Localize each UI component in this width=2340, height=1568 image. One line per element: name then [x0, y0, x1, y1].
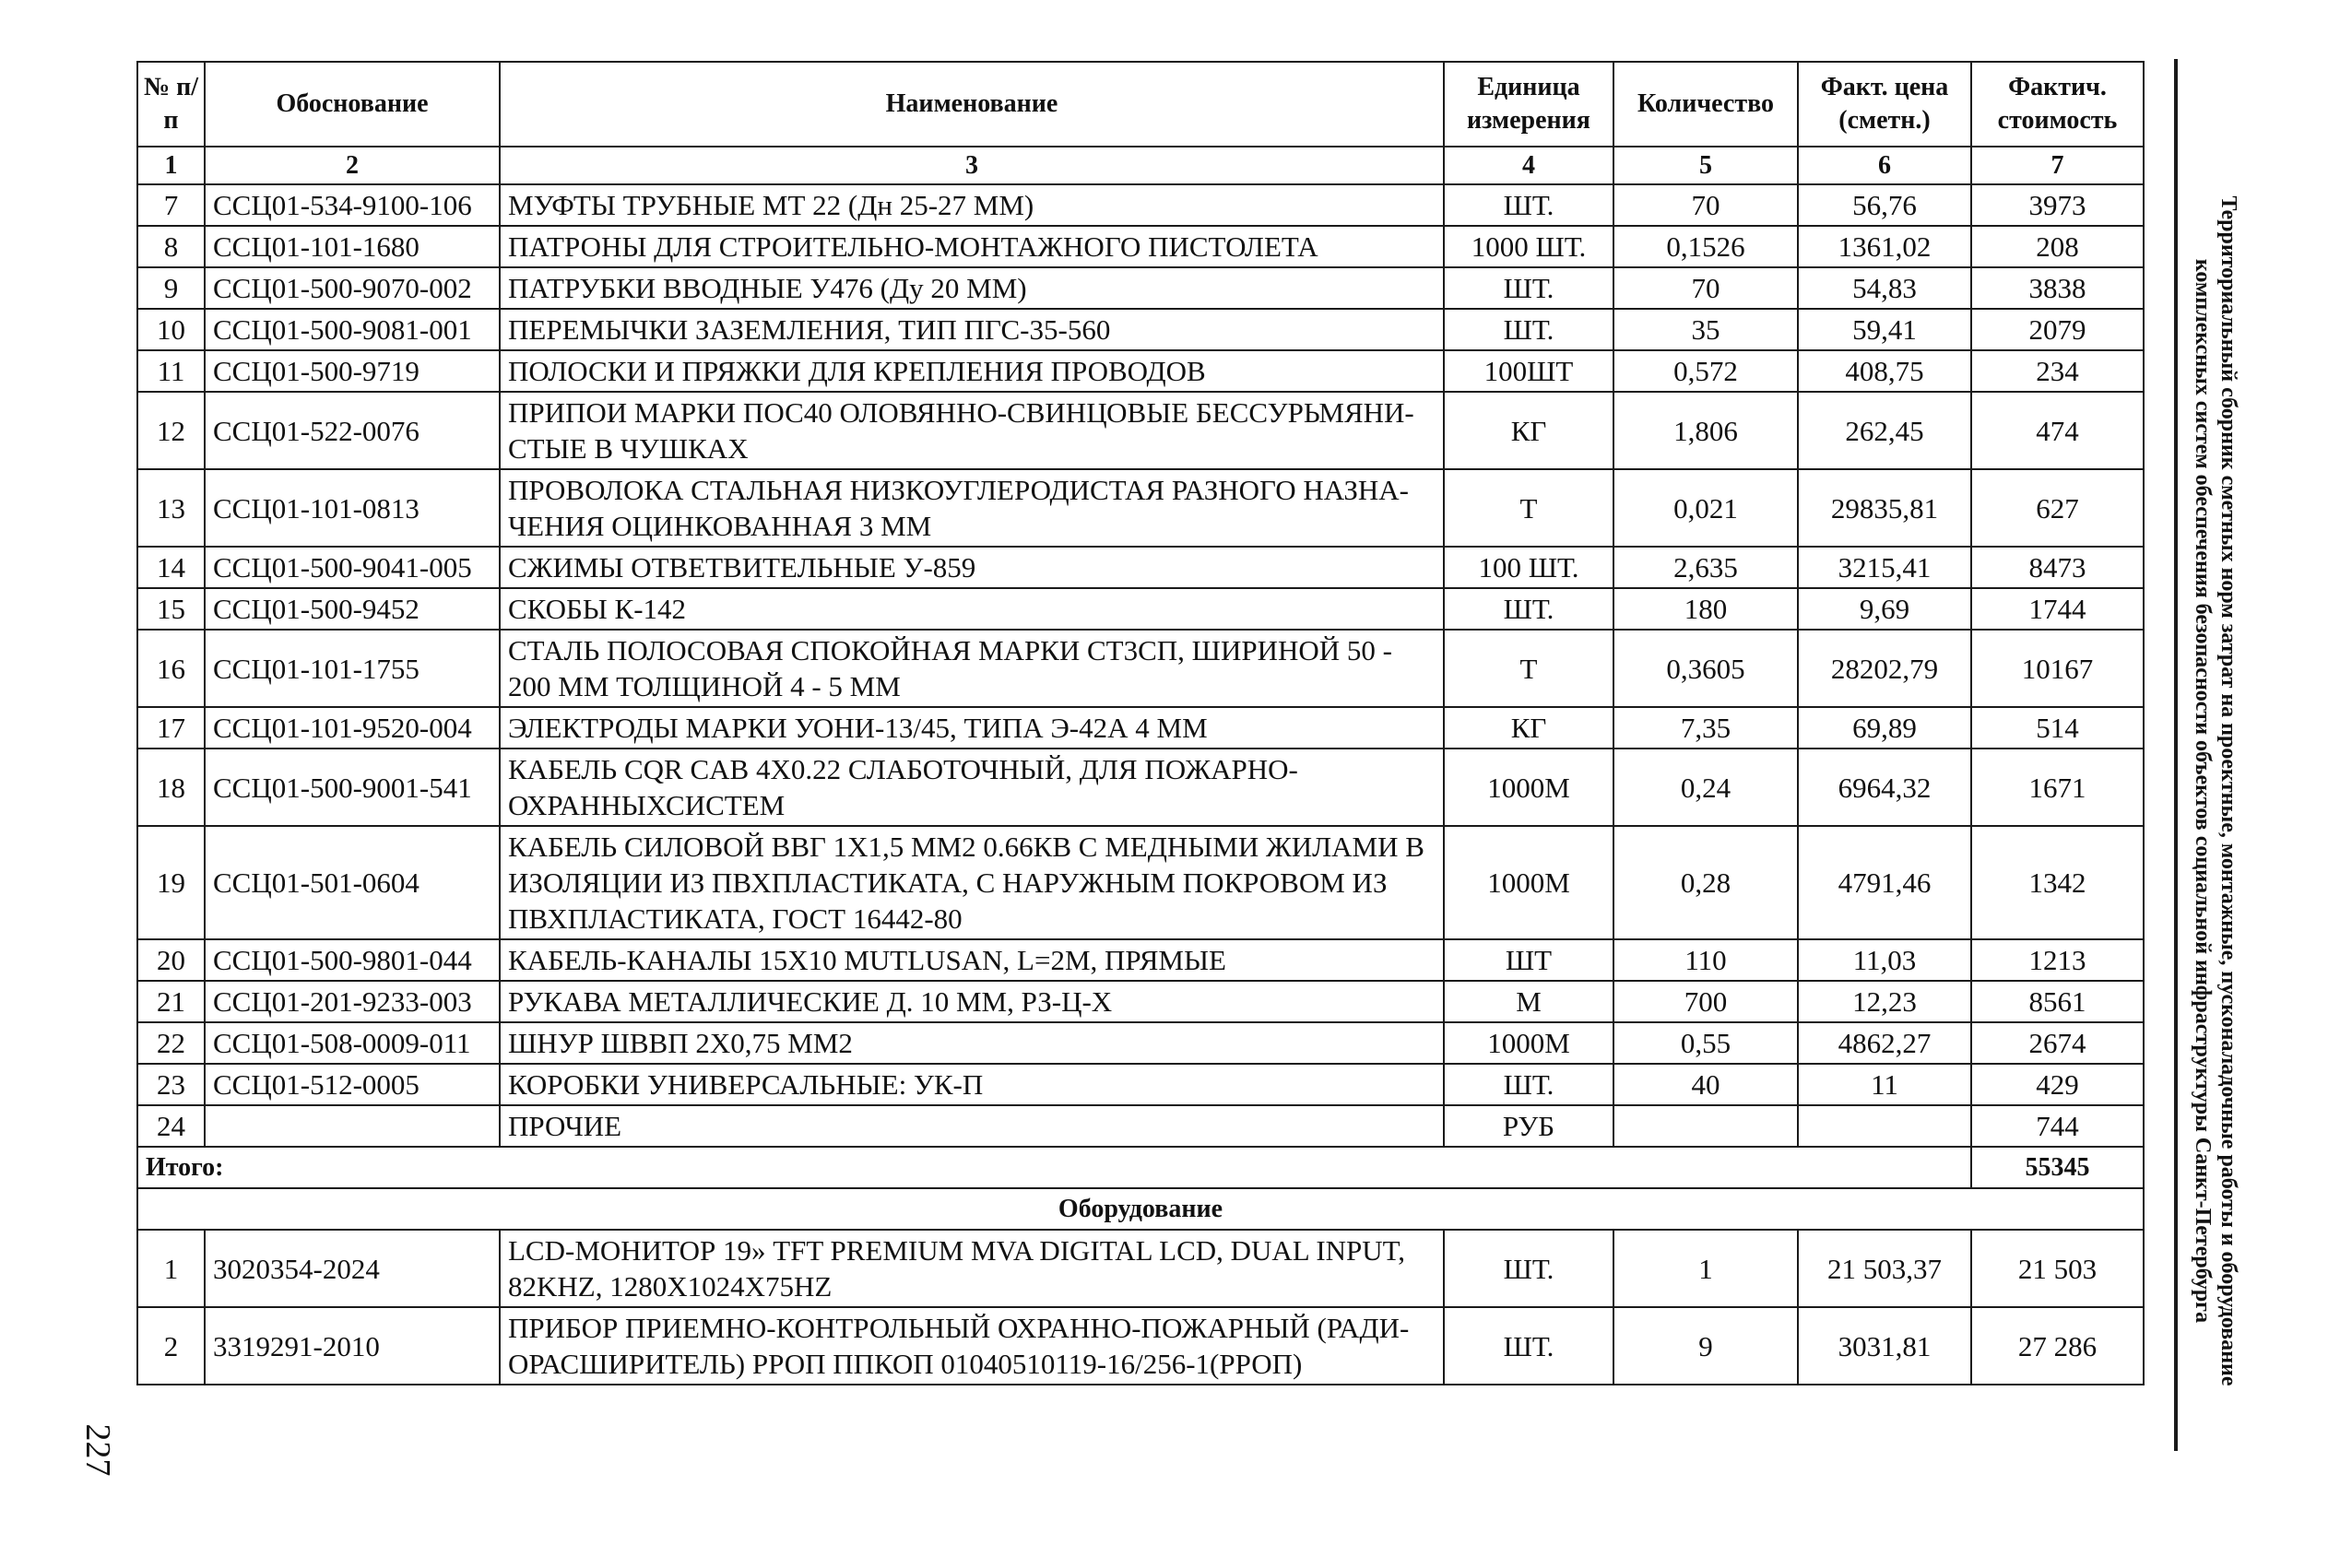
- row-name: ПРИБОР ПРИЕМНО-КОНТРОЛЬНЫЙ ОХРАННО-ПОЖАРНЫЙ (РАДИ-ОРАСШИРИТЕЛЬ) РРОП ППКОП 01040510119-16/256-1(РРОП): [500, 1307, 1444, 1385]
- row-name: ПОЛОСКИ И ПРЯЖКИ ДЛЯ КРЕПЛЕНИЯ ПРОВОДОВ: [500, 350, 1444, 392]
- header-cost: Фактич. стоимость: [1971, 62, 2144, 147]
- row-basis: [205, 1105, 500, 1147]
- row-name: СЖИМЫ ОТВЕТВИТЕЛЬНЫЕ У-859: [500, 547, 1444, 588]
- row-price: 29835,81: [1798, 469, 1971, 547]
- row-basis: ССЦ01-500-9452: [205, 588, 500, 630]
- column-number: 1: [137, 147, 205, 184]
- page-number-text: 227: [78, 1423, 117, 1477]
- column-number: 3: [500, 147, 1444, 184]
- column-number: 4: [1444, 147, 1613, 184]
- row-unit: 1000М: [1444, 1022, 1613, 1064]
- row-quantity: 70: [1613, 267, 1798, 309]
- row-basis: ССЦ01-512-0005: [205, 1064, 500, 1105]
- row-name: МУФТЫ ТРУБНЫЕ МТ 22 (Дн 25-27 ММ): [500, 184, 1444, 226]
- row-cost: 10167: [1971, 630, 2144, 707]
- header-rule: [2174, 59, 2178, 1451]
- row-cost: 744: [1971, 1105, 2144, 1147]
- row-quantity: 0,1526: [1613, 226, 1798, 267]
- table-row: [137, 184, 2144, 226]
- row-unit: 1000 ШТ.: [1444, 226, 1613, 267]
- table-row: [137, 630, 2144, 707]
- row-unit: КГ: [1444, 707, 1613, 749]
- row-quantity: 0,24: [1613, 749, 1798, 826]
- row-unit: 100 ШТ.: [1444, 547, 1613, 588]
- row-unit: ШТ: [1444, 939, 1613, 981]
- row-price: 59,41: [1798, 309, 1971, 350]
- row-price: 12,23: [1798, 981, 1971, 1022]
- row-number: 19: [137, 826, 205, 939]
- row-quantity: 0,572: [1613, 350, 1798, 392]
- row-price: 4791,46: [1798, 826, 1971, 939]
- row-price: 28202,79: [1798, 630, 1971, 707]
- row-number: 15: [137, 588, 205, 630]
- row-quantity: 7,35: [1613, 707, 1798, 749]
- table-row: [137, 939, 2144, 981]
- row-unit: Т: [1444, 630, 1613, 707]
- column-number-row: [137, 147, 2144, 184]
- row-basis: ССЦ01-500-9041-005: [205, 547, 500, 588]
- row-quantity: 70: [1613, 184, 1798, 226]
- row-number: 9: [137, 267, 205, 309]
- row-name: ШНУР ШВВП 2X0,75 ММ2: [500, 1022, 1444, 1064]
- table-row: [137, 547, 2144, 588]
- table-row: [137, 226, 2144, 267]
- row-unit: ШТ.: [1444, 267, 1613, 309]
- row-price: 56,76: [1798, 184, 1971, 226]
- row-quantity: 180: [1613, 588, 1798, 630]
- row-basis: ССЦ01-500-9070-002: [205, 267, 500, 309]
- header-unit: Единица измерения: [1444, 62, 1613, 147]
- row-unit: 100ШТ: [1444, 350, 1613, 392]
- row-price: 21 503,37: [1798, 1230, 1971, 1307]
- row-basis: ССЦ01-500-9001-541: [205, 749, 500, 826]
- header-basis: Обоснование: [205, 62, 500, 147]
- row-cost: 627: [1971, 469, 2144, 547]
- table-row: [137, 1064, 2144, 1105]
- row-price: 9,69: [1798, 588, 1971, 630]
- row-price: 1361,02: [1798, 226, 1971, 267]
- column-number: 7: [1971, 147, 2144, 184]
- column-number: 5: [1613, 147, 1798, 184]
- row-cost: 21 503: [1971, 1230, 2144, 1307]
- row-quantity: 35: [1613, 309, 1798, 350]
- row-number: 8: [137, 226, 205, 267]
- row-name: ПРИПОИ МАРКИ ПОС40 ОЛОВЯННО-СВИНЦОВЫЕ БЕССУРЬМЯНИ-СТЫЕ В ЧУШКАХ: [500, 392, 1444, 469]
- row-unit: ШТ.: [1444, 1230, 1613, 1307]
- table-row: [137, 392, 2144, 469]
- row-price: 262,45: [1798, 392, 1971, 469]
- row-basis: ССЦ01-101-1755: [205, 630, 500, 707]
- row-name: ПРОВОЛОКА СТАЛЬНАЯ НИЗКОУГЛЕРОДИСТАЯ РАЗНОГО НАЗНА-ЧЕНИЯ ОЦИНКОВАННАЯ 3 ММ: [500, 469, 1444, 547]
- row-cost: 8473: [1971, 547, 2144, 588]
- estimate-table: [136, 61, 2145, 1385]
- row-name: СТАЛЬ ПОЛОСОВАЯ СПОКОЙНАЯ МАРКИ СТ3СП, ШИРИНОЙ 50 - 200 ММ ТОЛЩИНОЙ 4 - 5 ММ: [500, 630, 1444, 707]
- table-row: [137, 1022, 2144, 1064]
- row-number: 20: [137, 939, 205, 981]
- row-price: 3215,41: [1798, 547, 1971, 588]
- row-price: 4862,27: [1798, 1022, 1971, 1064]
- row-basis: ССЦ01-201-9233-003: [205, 981, 500, 1022]
- row-unit: РУБ: [1444, 1105, 1613, 1147]
- row-price: 11: [1798, 1064, 1971, 1105]
- table-row: [137, 749, 2144, 826]
- row-basis: 3020354-2024: [205, 1230, 500, 1307]
- table-row: [137, 1307, 2144, 1385]
- row-basis: ССЦ01-101-1680: [205, 226, 500, 267]
- row-quantity: 1,806: [1613, 392, 1798, 469]
- row-quantity: 1: [1613, 1230, 1798, 1307]
- row-unit: КГ: [1444, 392, 1613, 469]
- row-basis: ССЦ01-101-9520-004: [205, 707, 500, 749]
- running-header-line2: комплексных систем обеспечения безопасности объектов социальной инфраструктуры Санкт-Петербурга: [2191, 258, 2215, 1324]
- row-cost: 429: [1971, 1064, 2144, 1105]
- equipment-section-row: [137, 1188, 2144, 1230]
- row-name: ПЕРЕМЫЧКИ ЗАЗЕМЛЕНИЯ, ТИП ПГС-35-560: [500, 309, 1444, 350]
- row-basis: ССЦ01-500-9801-044: [205, 939, 500, 981]
- row-price: [1798, 1105, 1971, 1147]
- row-unit: ШТ.: [1444, 588, 1613, 630]
- row-basis: ССЦ01-101-0813: [205, 469, 500, 547]
- table-row: [137, 1105, 2144, 1147]
- material-rows: [137, 184, 2144, 1147]
- row-quantity: 40: [1613, 1064, 1798, 1105]
- row-cost: 474: [1971, 392, 2144, 469]
- row-price: 3031,81: [1798, 1307, 1971, 1385]
- row-number: 18: [137, 749, 205, 826]
- row-unit: ШТ.: [1444, 309, 1613, 350]
- table-row: [137, 267, 2144, 309]
- row-unit: ШТ.: [1444, 1064, 1613, 1105]
- row-cost: 2079: [1971, 309, 2144, 350]
- row-name: LCD-МОНИТОР 19» TFT PREMIUM MVA DIGITAL LCD, DUAL INPUT, 82KHZ, 1280X1024X75HZ: [500, 1230, 1444, 1307]
- row-quantity: 0,3605: [1613, 630, 1798, 707]
- row-cost: 234: [1971, 350, 2144, 392]
- row-price: 11,03: [1798, 939, 1971, 981]
- row-name: ЭЛЕКТРОДЫ МАРКИ УОНИ-13/45, ТИПА Э-42А 4 ММ: [500, 707, 1444, 749]
- row-basis: ССЦ01-500-9081-001: [205, 309, 500, 350]
- table-row: [137, 469, 2144, 547]
- row-price: 408,75: [1798, 350, 1971, 392]
- row-quantity: [1613, 1105, 1798, 1147]
- row-number: 21: [137, 981, 205, 1022]
- page-number: [70, 1403, 125, 1486]
- column-number: 2: [205, 147, 500, 184]
- row-basis: ССЦ01-501-0604: [205, 826, 500, 939]
- row-price: 69,89: [1798, 707, 1971, 749]
- row-cost: 3973: [1971, 184, 2144, 226]
- row-quantity: 110: [1613, 939, 1798, 981]
- table-row: [137, 981, 2144, 1022]
- table-row: [137, 309, 2144, 350]
- row-number: 17: [137, 707, 205, 749]
- row-cost: 8561: [1971, 981, 2144, 1022]
- row-name: ПАТРУБКИ ВВОДНЫЕ У476 (Ду 20 ММ): [500, 267, 1444, 309]
- total-value: 55345: [1971, 1147, 2144, 1188]
- row-cost: 1342: [1971, 826, 2144, 939]
- header-price: Факт. цена (сметн.): [1798, 62, 1971, 147]
- row-basis: ССЦ01-522-0076: [205, 392, 500, 469]
- row-cost: 1671: [1971, 749, 2144, 826]
- row-number: 13: [137, 469, 205, 547]
- row-unit: ШТ.: [1444, 184, 1613, 226]
- total-label: Итого:: [137, 1147, 1971, 1188]
- header-row: [137, 62, 2144, 147]
- row-name: КАБЕЛЬ СИЛОВОЙ ВВГ 1X1,5 ММ2 0.66КВ С МЕДНЫМИ ЖИЛАМИ В ИЗОЛЯЦИИ ИЗ ПВХПЛАСТИКАТА, С НАРУЖНЫМ ПОКРОВОМ ИЗ ПВХПЛАСТИКАТА, ГОСТ 16442-80: [500, 826, 1444, 939]
- row-number: 1: [137, 1230, 205, 1307]
- row-quantity: 700: [1613, 981, 1798, 1022]
- row-number: 24: [137, 1105, 205, 1147]
- table-row: [137, 826, 2144, 939]
- row-unit: Т: [1444, 469, 1613, 547]
- header-qty: Количество: [1613, 62, 1798, 147]
- column-number: 6: [1798, 147, 1971, 184]
- equipment-rows: [137, 1230, 2144, 1385]
- table-row: [137, 588, 2144, 630]
- row-name: СКОБЫ К-142: [500, 588, 1444, 630]
- row-cost: 208: [1971, 226, 2144, 267]
- equipment-section-title: Оборудование: [137, 1188, 2144, 1230]
- row-cost: 1213: [1971, 939, 2144, 981]
- table-row: [137, 1230, 2144, 1307]
- row-quantity: 9: [1613, 1307, 1798, 1385]
- header-name: Наименование: [500, 62, 1444, 147]
- row-basis: 3319291-2010: [205, 1307, 500, 1385]
- row-unit: 1000М: [1444, 826, 1613, 939]
- row-number: 10: [137, 309, 205, 350]
- row-number: 12: [137, 392, 205, 469]
- running-header: [2190, 146, 2241, 1436]
- row-basis: ССЦ01-508-0009-011: [205, 1022, 500, 1064]
- row-number: 23: [137, 1064, 205, 1105]
- row-unit: М: [1444, 981, 1613, 1022]
- row-basis: ССЦ01-500-9719: [205, 350, 500, 392]
- row-cost: 2674: [1971, 1022, 2144, 1064]
- row-number: 16: [137, 630, 205, 707]
- row-unit: ШТ.: [1444, 1307, 1613, 1385]
- row-number: 2: [137, 1307, 205, 1385]
- row-unit: 1000М: [1444, 749, 1613, 826]
- table-row: [137, 707, 2144, 749]
- total-row: [137, 1147, 2144, 1188]
- row-price: 6964,32: [1798, 749, 1971, 826]
- row-number: 11: [137, 350, 205, 392]
- table-row: [137, 350, 2144, 392]
- row-price: 54,83: [1798, 267, 1971, 309]
- row-name: ПРОЧИЕ: [500, 1105, 1444, 1147]
- row-cost: 514: [1971, 707, 2144, 749]
- row-basis: ССЦ01-534-9100-106: [205, 184, 500, 226]
- row-name: КАБЕЛЬ-КАНАЛЫ 15X10 MUTLUSAN, L=2M, ПРЯМЫЕ: [500, 939, 1444, 981]
- row-name: РУКАВА МЕТАЛЛИЧЕСКИЕ Д. 10 ММ, РЗ-Ц-Х: [500, 981, 1444, 1022]
- row-cost: 27 286: [1971, 1307, 2144, 1385]
- row-number: 14: [137, 547, 205, 588]
- row-name: ПАТРОНЫ ДЛЯ СТРОИТЕЛЬНО-МОНТАЖНОГО ПИСТОЛЕТА: [500, 226, 1444, 267]
- row-quantity: 2,635: [1613, 547, 1798, 588]
- row-number: 7: [137, 184, 205, 226]
- running-header-line1: Территориальный сборник сметных норм затрат на проектные, монтажные, пусконаладочные работы и оборудование: [2216, 195, 2240, 1386]
- row-name: КОРОБКИ УНИВЕРСАЛЬНЫЕ: УК-П: [500, 1064, 1444, 1105]
- row-number: 22: [137, 1022, 205, 1064]
- header-num: № п/п: [137, 62, 205, 147]
- row-quantity: 0,28: [1613, 826, 1798, 939]
- row-quantity: 0,55: [1613, 1022, 1798, 1064]
- row-cost: 1744: [1971, 588, 2144, 630]
- row-quantity: 0,021: [1613, 469, 1798, 547]
- row-cost: 3838: [1971, 267, 2144, 309]
- row-name: КАБЕЛЬ CQR CAB 4X0.22 СЛАБОТОЧНЫЙ, ДЛЯ ПОЖАРНО-ОХРАННЫХСИСТЕМ: [500, 749, 1444, 826]
